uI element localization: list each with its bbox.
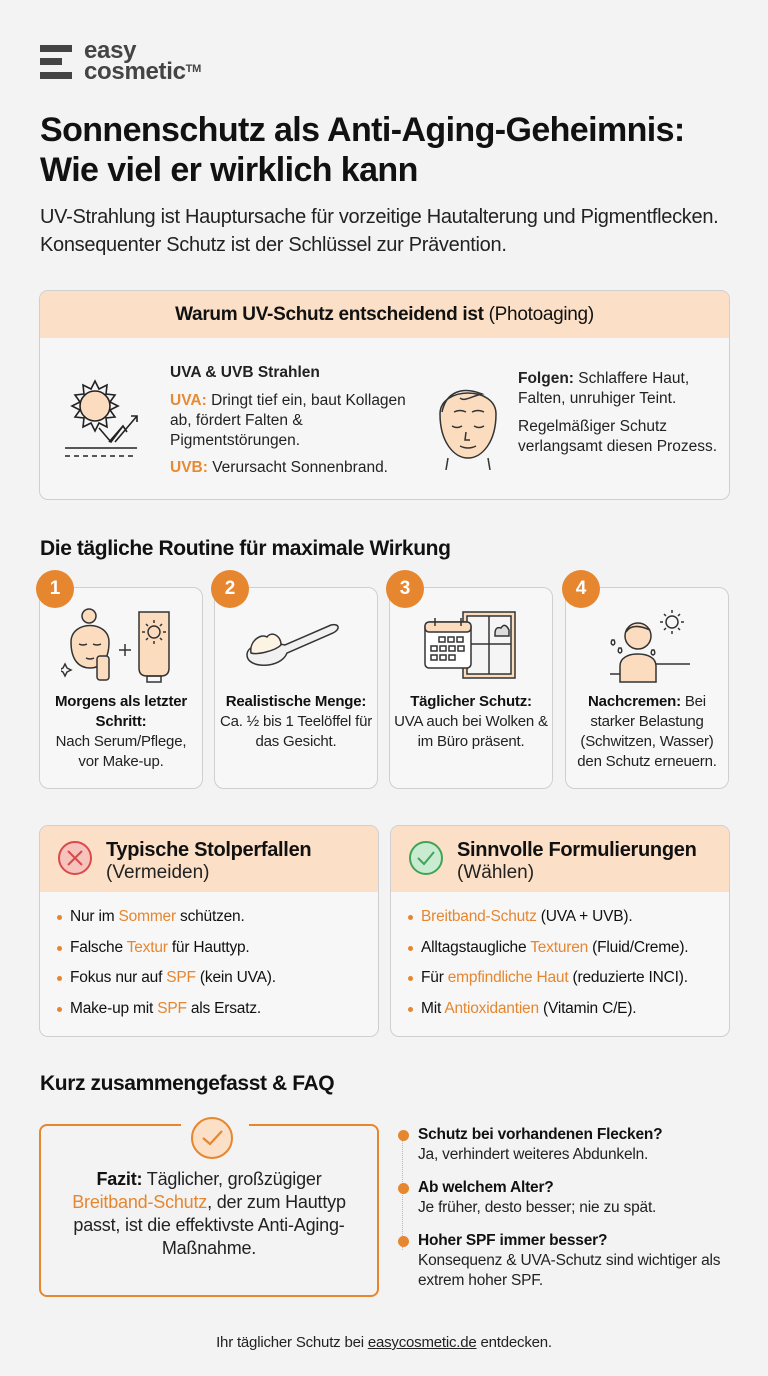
- check-circle-icon: [191, 1117, 233, 1159]
- step-text: Täglicher Schutz: UVA auch bei Wolken & im Büro präsent.: [394, 693, 548, 750]
- formulations-card: [390, 825, 730, 1037]
- logo-mark-icon: [40, 42, 72, 80]
- faq-item: Schutz bei vorhandenen Flecken? Ja, verhindert weiteres Abdunkeln.: [398, 1125, 738, 1165]
- routine-step-4: [565, 578, 729, 789]
- pitfalls-title: Typische Stolperfallen: [106, 839, 312, 861]
- list-item: Für empfindliche Haut (reduzierte INCI).: [421, 968, 729, 988]
- faq-item: Ab welchem Alter? Je früher, desto besser; nie zu spät.: [398, 1178, 738, 1218]
- list-item: Fokus nur auf SPF (kein UVA).: [70, 968, 378, 988]
- pitfalls-list: [40, 892, 378, 1019]
- list-item: Nur im Sommer schützen.: [70, 907, 378, 927]
- uv-rays-info: UVA & UVB Strahlen UVA: Dringt tief ein, baut Kollagen ab, fördert Falten & Pigmentstörungen. UVB: Verursacht Sonnenbrand.: [170, 364, 406, 476]
- step-number-badge: 3: [386, 570, 424, 608]
- sun-reflection-icon: [65, 376, 153, 471]
- faq-item: Hoher SPF immer besser? Konsequenz & UVA-Schutz sind wichtiger als extrem hoher SPF.: [398, 1231, 738, 1291]
- routine-step-3: [389, 578, 553, 789]
- sweating-person-icon: [566, 606, 728, 686]
- step-text: Nachcremen: Bei starker Belastung (Schwitzen, Wasser) den Schutz erneuern.: [577, 693, 717, 770]
- face-plus-sunscreen-icon: [40, 606, 202, 686]
- aging-face-icon: [432, 374, 504, 475]
- footer-text: Ihr täglicher Schutz bei easycosmetic.de entdecken.: [216, 1334, 552, 1351]
- summary-heading: Kurz zusammengefasst & FAQ: [40, 1072, 335, 1095]
- list-item: Make-up mit SPF als Ersatz.: [70, 999, 378, 1019]
- routine-heading: Die tägliche Routine für maximale Wirkung: [40, 537, 451, 560]
- list-item: Falsche Textur für Hauttyp.: [70, 938, 378, 958]
- step-number-badge: 4: [562, 570, 600, 608]
- list-item: Breitband-Schutz (UVA + UVB).: [421, 907, 729, 927]
- website-link[interactable]: easycosmetic.de: [367, 1334, 477, 1351]
- why-uv-section: [39, 290, 730, 500]
- routine-step-1: [39, 578, 203, 789]
- step-text: Realistische Menge: Ca. ½ bis 1 Teelöffel für das Gesicht.: [219, 693, 373, 750]
- pitfalls-subtitle: (Vermeiden): [106, 862, 210, 883]
- fazit-box: [39, 1124, 379, 1297]
- check-circle-icon: [408, 840, 444, 881]
- bullet-icon: [398, 1183, 409, 1194]
- why-header: Warum UV-Schutz entscheidend ist (Photoaging): [40, 291, 729, 338]
- calendar-window-icon: [390, 606, 552, 686]
- routine-step-2: [214, 578, 378, 789]
- list-item: Alltagstaugliche Texturen (Fluid/Creme).: [421, 938, 729, 958]
- uv-effects-info: Folgen: Schlaffere Haut, Falten, unruhiger Teint. Regelmäßiger Schutz verlangsamt diesen Prozess.: [518, 370, 718, 455]
- intro-text: UV-Strahlung ist Hauptursache für vorzeitige Hautalterung und Pigmentflecken. Konsequenter Schutz ist der Schlüssel zur Prävention.: [40, 206, 719, 256]
- x-circle-icon: [57, 840, 93, 881]
- step-number-badge: 2: [211, 570, 249, 608]
- spoon-cream-icon: [215, 606, 377, 686]
- bullet-icon: [398, 1130, 409, 1141]
- pitfalls-card: [39, 825, 379, 1037]
- faq-list: [398, 1125, 738, 1304]
- formulations-subtitle: (Wählen): [457, 862, 535, 883]
- bullet-icon: [398, 1236, 409, 1247]
- page-title: Sonnenschutz als Anti-Aging-Geheimnis: Wie viel er wirklich kann: [40, 111, 685, 189]
- brand-logo[interactable]: [40, 37, 201, 85]
- list-item: Mit Antioxidantien (Vitamin C/E).: [421, 999, 729, 1019]
- fazit-text: Fazit: Täglicher, großzügiger Breitband-Schutz, der zum Hauttyp passt, ist die effektivste Anti-Aging-Maßnahme.: [72, 1169, 346, 1258]
- step-number-badge: 1: [36, 570, 74, 608]
- brand-name: easy cosmetic™: [84, 37, 201, 85]
- step-text: Morgens als letzter Schritt: Nach Serum/Pflege, vor Make-up.: [54, 693, 188, 770]
- formulations-title: Sinnvolle Formulierungen: [457, 839, 697, 861]
- formulations-list: [391, 892, 729, 1019]
